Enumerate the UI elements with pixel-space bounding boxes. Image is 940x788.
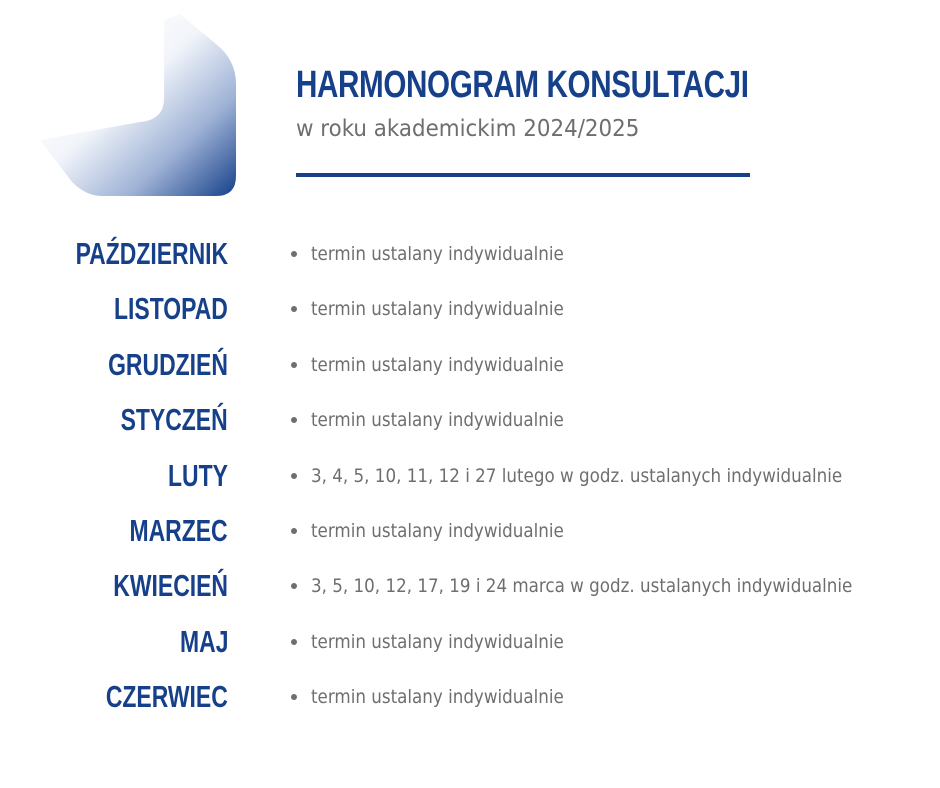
schedule-note: termin ustalany indywidualnie (311, 686, 564, 709)
schedule-note: termin ustalany indywidualnie (311, 243, 564, 265)
schedule-note: termin ustalany indywidualnie (311, 519, 564, 542)
bullet-icon (291, 473, 297, 479)
bullet-icon (291, 528, 297, 534)
month-label: MARZEC (129, 512, 228, 548)
schedule-note: termin ustalany indywidualnie (311, 409, 564, 432)
schedule-row-maj (0, 614, 940, 669)
bullet-icon (291, 694, 297, 700)
month-label: PAŹDZIERNIK (75, 236, 228, 271)
schedule-row-listopad (0, 281, 940, 336)
header (296, 58, 776, 146)
schedule-row-grudzien (0, 337, 940, 392)
schedule-note: 3, 5, 10, 12, 17, 19 i 24 marca w godz. ustalanych indywidualnie (311, 575, 853, 598)
bullet-icon (291, 362, 297, 368)
schedule-row-luty (0, 448, 940, 503)
title-underline (296, 173, 750, 177)
page-title: HARMONOGRAM KONSULTACJI (296, 64, 749, 106)
schedule-row-marzec (0, 503, 940, 558)
month-label: KWIECIEŃ (113, 568, 228, 604)
schedule-note: termin ustalany indywidualnie (311, 353, 564, 376)
decorative-corner-logo (40, 14, 240, 200)
schedule-row-kwiecien (0, 558, 940, 613)
bullet-icon (291, 306, 297, 312)
schedule-note: termin ustalany indywidualnie (311, 298, 564, 321)
bullet-icon (291, 639, 297, 645)
schedule-row-styczen (0, 392, 940, 447)
month-label: GRUDZIEŃ (108, 346, 228, 382)
schedule-row-pazdziernik (0, 226, 940, 281)
page-subtitle: w roku akademickim 2024/2025 (296, 116, 640, 142)
month-label: STYCZEŃ (120, 402, 228, 438)
schedule-note: 3, 4, 5, 10, 11, 12 i 27 lutego w godz. ustalanych indywidualnie (311, 464, 843, 487)
schedule-row-czerwiec (0, 669, 940, 724)
bullet-icon (291, 417, 297, 423)
month-label: CZERWIEC (106, 679, 228, 715)
consultation-schedule (0, 226, 940, 725)
schedule-note: termin ustalany indywidualnie (311, 630, 564, 653)
corner-shape (40, 14, 236, 196)
bullet-icon (291, 251, 297, 257)
month-label: MAJ (179, 623, 228, 659)
bullet-icon (291, 583, 297, 589)
month-label: LUTY (168, 457, 228, 493)
month-label: LISTOPAD (114, 291, 228, 327)
